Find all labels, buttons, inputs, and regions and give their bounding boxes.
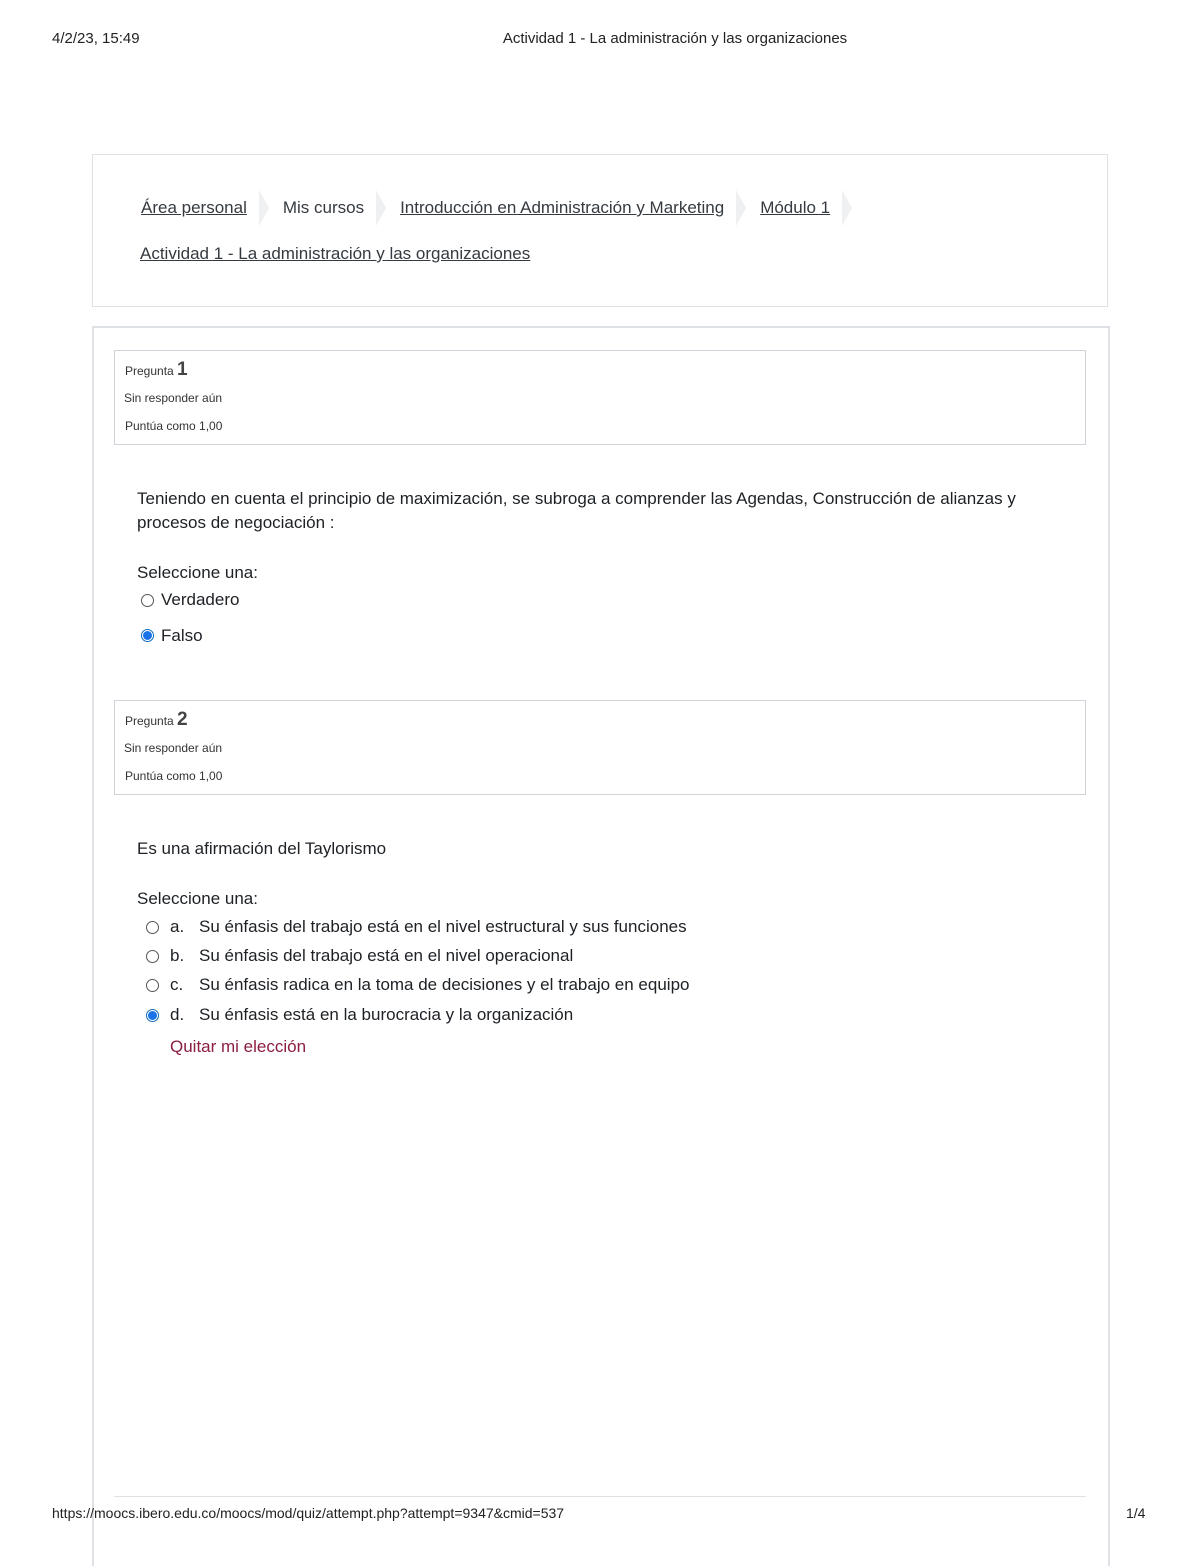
radio-option-b[interactable] bbox=[146, 950, 159, 963]
radio-verdadero[interactable] bbox=[141, 594, 154, 607]
print-title: Actividad 1 - La administración y las organizaciones bbox=[502, 30, 848, 47]
print-page-number: 1/4 bbox=[1126, 1505, 1146, 1521]
question-state: Sin responder aún bbox=[124, 391, 223, 405]
question-grade: Puntúa como 1,00 bbox=[125, 769, 223, 783]
question-number-value: 2 bbox=[177, 709, 188, 730]
question-label: Pregunta bbox=[125, 714, 174, 728]
select-prompt-1: Seleccione una: bbox=[137, 563, 258, 582]
print-url: https://moocs.ibero.edu.co/moocs/mod/quiz/attempt.php?attempt=9347&cmid=537 bbox=[52, 1505, 565, 1521]
breadcrumb-current-activity[interactable]: Actividad 1 - La administración y las organizaciones bbox=[140, 244, 531, 263]
question-number bbox=[125, 359, 188, 381]
question-number-value: 1 bbox=[177, 359, 188, 380]
divider bbox=[114, 1496, 1086, 1497]
clear-choice-link[interactable]: Quitar mi elección bbox=[170, 1037, 307, 1056]
breadcrumb-course[interactable]: Introducción en Administración y Marketing bbox=[400, 198, 725, 217]
question-number bbox=[125, 709, 188, 731]
option-label-c[interactable]: Su énfasis radica en la toma de decisiones y el trabajo en equipo bbox=[199, 975, 690, 994]
option-label-a[interactable]: Su énfasis del trabajo está en el nivel estructural y sus funciones bbox=[199, 917, 687, 936]
breadcrumb-separator-icon bbox=[376, 190, 386, 226]
breadcrumb-separator-icon bbox=[736, 190, 746, 226]
radio-option-c[interactable] bbox=[146, 979, 159, 992]
select-prompt-2: Seleccione una: bbox=[137, 889, 258, 908]
option-label-verdadero[interactable]: Verdadero bbox=[161, 590, 240, 609]
breadcrumb-separator-icon bbox=[842, 190, 852, 226]
breadcrumb-module[interactable]: Módulo 1 bbox=[760, 198, 831, 217]
radio-option-d[interactable] bbox=[146, 1009, 159, 1022]
option-letter-a: a. bbox=[170, 917, 185, 936]
radio-falso[interactable] bbox=[141, 629, 154, 642]
breadcrumb-panel bbox=[92, 154, 1108, 307]
question-text-1: Teniendo en cuenta el principio de maximización, se subroga a comprender las Agendas, Construcción de alianzas y procesos de negociación : bbox=[137, 489, 1016, 532]
breadcrumb-area-personal[interactable]: Área personal bbox=[141, 198, 247, 217]
question-info-2 bbox=[114, 700, 1086, 795]
question-text-2: Es una afirmación del Taylorismo bbox=[137, 839, 387, 858]
question-grade: Puntúa como 1,00 bbox=[125, 419, 223, 433]
question-label: Pregunta bbox=[125, 364, 174, 378]
print-datetime: 4/2/23, 15:49 bbox=[52, 30, 140, 47]
option-label-falso[interactable]: Falso bbox=[161, 626, 203, 645]
option-letter-b: b. bbox=[170, 946, 185, 965]
question-state: Sin responder aún bbox=[124, 741, 223, 755]
option-label-d[interactable]: Su énfasis está en la burocracia y la organización bbox=[199, 1005, 574, 1024]
question-info-1 bbox=[114, 350, 1086, 445]
option-letter-c: c. bbox=[170, 975, 184, 994]
breadcrumb-separator-icon bbox=[259, 190, 269, 226]
breadcrumb bbox=[141, 195, 866, 221]
radio-option-a[interactable] bbox=[146, 921, 159, 934]
option-label-b[interactable]: Su énfasis del trabajo está en el nivel operacional bbox=[199, 946, 574, 965]
option-letter-d: d. bbox=[170, 1005, 185, 1024]
breadcrumb-mis-cursos[interactable]: Mis cursos bbox=[282, 198, 365, 217]
